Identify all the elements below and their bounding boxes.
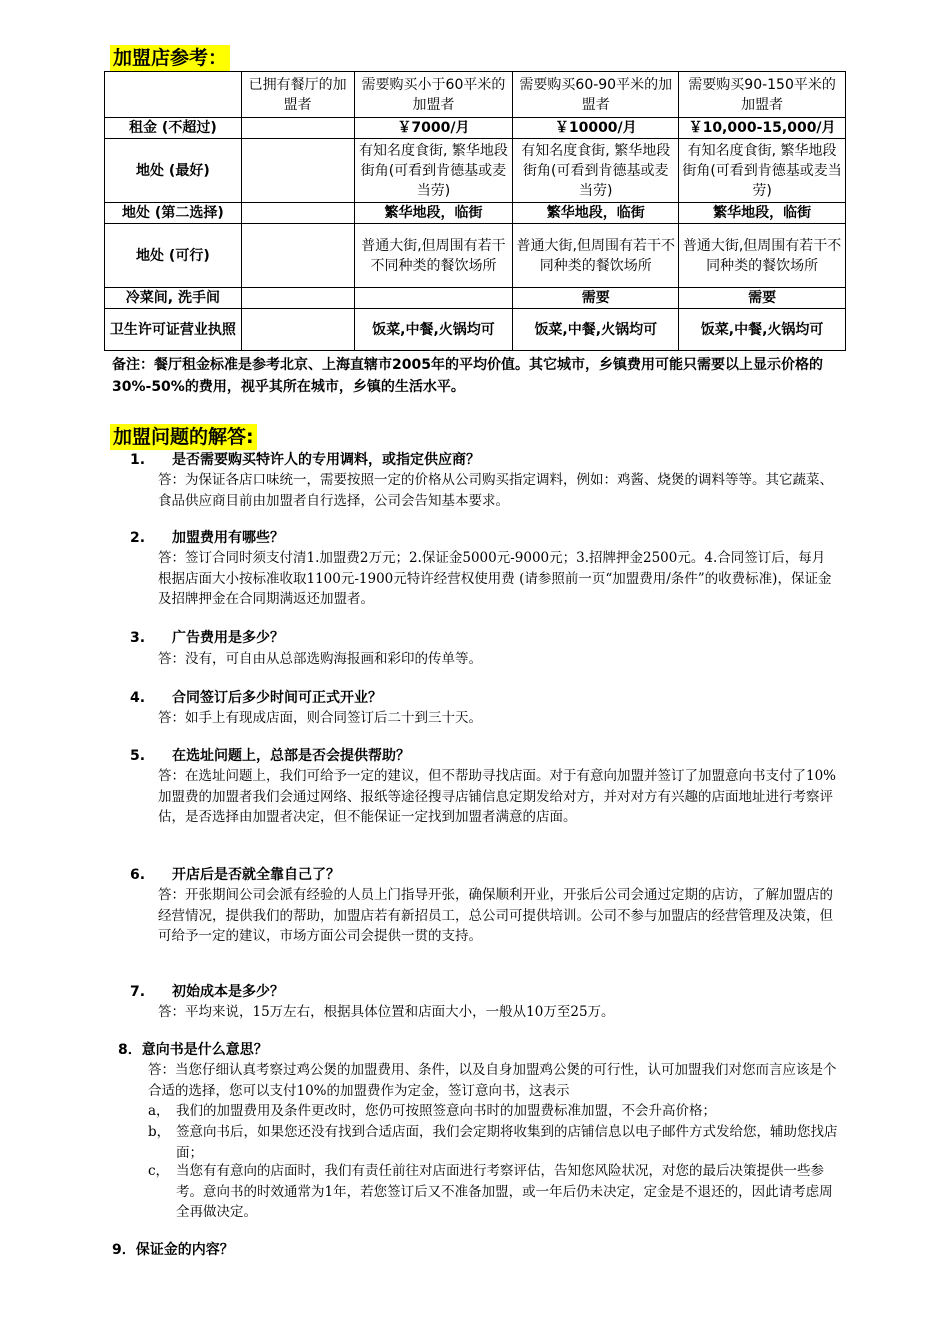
table-header-cell: 已拥有餐厅的加盟者 <box>241 72 354 118</box>
question-text: 合同签订后多少时间可正式开业？ <box>172 690 382 706</box>
table-row-location-second <box>105 203 846 224</box>
table-row-location-ok <box>105 224 846 288</box>
faq-answer: 答：如手上有现成店面，则合同签订后二十到三十天。 <box>158 710 482 726</box>
row-label: 地处 (最好) <box>105 139 242 203</box>
table-cell <box>241 118 354 139</box>
subitem-text: 签意向书后，如果您还没有找到合适店面，我们会定期将收集到的店铺信息以电子邮件方式发给您，辅助您找店面； <box>176 1124 838 1161</box>
question-text: 在选址问题上，总部是否会提供帮助？ <box>172 748 410 764</box>
table-header-cell: 需要购买小于60平米的加盟者 <box>354 72 513 118</box>
faq-answer: 答：在选址问题上，我们可给予一定的建议，但不帮助寻找店面。对于有意向加盟并签订了加盟意向书支付了10%加盟费的加盟者我们会通过网络、报纸等途径搜寻店铺信息定期发给对方，并对对方有兴趣的店面地址进行考察评估，是否选择由加盟者决定，但不能保证一定找到加盟者满意的店面。 <box>158 768 837 825</box>
row-label: 租金 (不超过) <box>105 118 242 139</box>
table-cell: 繁华地段，临街 <box>513 203 679 224</box>
table-cell: 繁华地段，临街 <box>679 203 846 224</box>
table-cell: 普通大街,但周围有若干不同种类的餐饮场所 <box>513 224 679 288</box>
faq-question <box>130 688 840 708</box>
faq-question-8: 8．意向书是什么意思？ <box>118 1042 268 1058</box>
subitem-label: a， <box>148 1103 170 1119</box>
section-title-reference: 加盟店参考： <box>110 45 230 71</box>
question-text: 广告费用是多少？ <box>172 630 284 646</box>
faq-question <box>130 865 840 885</box>
faq-answer: 答：签订合同时须支付清1.加盟费2万元；2.保证金5000元-9000元；3.招牌押金2500元。4.合同签订后，每月根据店面大小按标准收取1100元-1900元特许经营权使用费 (请参照前一页“加盟费用/条件”的收费标准)，保证金及招牌押金在合同期满返还加盟者。 <box>158 550 832 607</box>
table-cell <box>241 139 354 203</box>
table-header-cell: 需要购买90-150平米的加盟者 <box>679 72 846 118</box>
faq-answer: 答：为保证各店口味统一，需要按照一定的价格从公司购买指定调料，例如：鸡酱、烧煲的调料等等。其它蔬菜、食品供应商目前由加盟者自行选择，公司会告知基本要求。 <box>158 472 833 509</box>
question-text: 加盟费用有哪些？ <box>172 530 284 546</box>
section-title-faq: 加盟问题的解答: <box>110 424 257 450</box>
question-number: 3. <box>130 630 146 646</box>
table-cell: ￥10,000-15,000/月 <box>679 118 846 139</box>
faq-question <box>130 746 840 766</box>
table-row-facilities <box>105 288 846 309</box>
subitem-label: c， <box>148 1163 170 1179</box>
table-cell: ￥10000/月 <box>513 118 679 139</box>
table-cell <box>241 203 354 224</box>
table-cell: 饭菜,中餐,火锅均可 <box>354 309 513 351</box>
table-cell <box>241 288 354 309</box>
table-header-row <box>105 72 846 118</box>
question-text: 初始成本是多少？ <box>172 984 284 1000</box>
faq-question <box>130 450 840 470</box>
table-cell: 有知名度食街, 繁华地段街角(可看到肯德基或麦当劳) <box>513 139 679 203</box>
table-cell: 有知名度食街, 繁华地段街角(可看到肯德基或麦当劳) <box>679 139 846 203</box>
table-header-cell: 需要购买60-90平米的加盟者 <box>513 72 679 118</box>
row-label: 地处 (第二选择) <box>105 203 242 224</box>
row-label: 地处 (可行) <box>105 224 242 288</box>
table-cell: 需要 <box>679 288 846 309</box>
table-header-cell <box>105 72 242 118</box>
table-cell: 需要 <box>513 288 679 309</box>
question-number: 7. <box>130 984 146 1000</box>
question-text: 是否需要购买特许人的专用调料，或指定供应商？ <box>172 452 480 468</box>
table-cell: 饭菜,中餐,火锅均可 <box>679 309 846 351</box>
table-row-license <box>105 309 846 351</box>
table-cell <box>354 288 513 309</box>
franchise-reference-table <box>104 71 846 351</box>
question-number: 5. <box>130 748 146 764</box>
table-cell: 普通大街,但周围有若干不同种类的餐饮场所 <box>679 224 846 288</box>
faq-answer: 答：没有，可自由从总部选购海报画和彩印的传单等。 <box>158 651 482 667</box>
question-number: 6. <box>130 867 146 883</box>
answer-subitem <box>148 1161 838 1223</box>
question-text: 开店后是否就全靠自己了？ <box>172 867 340 883</box>
faq-question-9: 9．保证金的内容？ <box>112 1242 234 1258</box>
table-cell <box>241 309 354 351</box>
table-cell: 普通大街,但周围有若干不同种类的餐饮场所 <box>354 224 513 288</box>
table-cell: ￥7000/月 <box>354 118 513 139</box>
question-number: 4. <box>130 690 146 706</box>
row-label: 冷菜间, 洗手间 <box>105 288 242 309</box>
answer-subitem <box>148 1101 838 1122</box>
table-cell <box>241 224 354 288</box>
faq-answer-8: 答：当您仔细认真考察过鸡公煲的加盟费用、条件，以及自身加盟鸡公煲的可行性，认可加盟我们对您而言应该是个合适的选择，您可以支付10%的加盟费作为定金，签订意向书，这表示 <box>148 1062 837 1099</box>
faq-question <box>130 528 840 548</box>
table-row-location-best <box>105 139 846 203</box>
rent-note: 备注：餐厅租金标准是参考北京、上海直辖市2005年的平均价值。其它城市，乡镇费用可能只需要以上显示价格的30%-50%的费用，视乎其所在城市，乡镇的生活水平。 <box>112 357 823 395</box>
table-row-rent <box>105 118 846 139</box>
subitem-text: 当您有有意向的店面时，我们有责任前往对店面进行考察评估，告知您风险状况，对您的最后决策提供一些参考。意向书的时效通常为1年，若您签订后又不准备加盟，或一年后仍未决定，定金是不退还的，因此请考虑周全再做决定。 <box>176 1163 833 1220</box>
question-number: 1. <box>130 452 146 468</box>
table-cell: 繁华地段，临街 <box>354 203 513 224</box>
subitem-label: b， <box>148 1124 171 1140</box>
table-cell: 有知名度食街, 繁华地段街角(可看到肯德基或麦当劳) <box>354 139 513 203</box>
table-cell: 饭菜,中餐,火锅均可 <box>513 309 679 351</box>
question-number: 2. <box>130 530 146 546</box>
answer-subitem <box>148 1122 838 1163</box>
subitem-text: 我们的加盟费用及条件更改时，您仍可按照签意向书时的加盟费标准加盟，不会升高价格； <box>176 1103 716 1119</box>
faq-question <box>130 982 840 1002</box>
faq-answer: 答：平均来说，15万左右，根据具体位置和店面大小，一般从10万至25万。 <box>158 1004 615 1020</box>
row-label: 卫生许可证营业执照 <box>105 309 242 351</box>
faq-question <box>130 628 840 648</box>
faq-answer: 答：开张期间公司会派有经验的人员上门指导开张，确保顺利开业，开张后公司会通过定期的店访，了解加盟店的经营情况，提供我们的帮助，加盟店若有新招员工，总公司可提供培训。公司不参与加盟店的经营管理及决策，但可给予一定的建议，市场方面公司会提供一贯的支持。 <box>158 887 833 944</box>
